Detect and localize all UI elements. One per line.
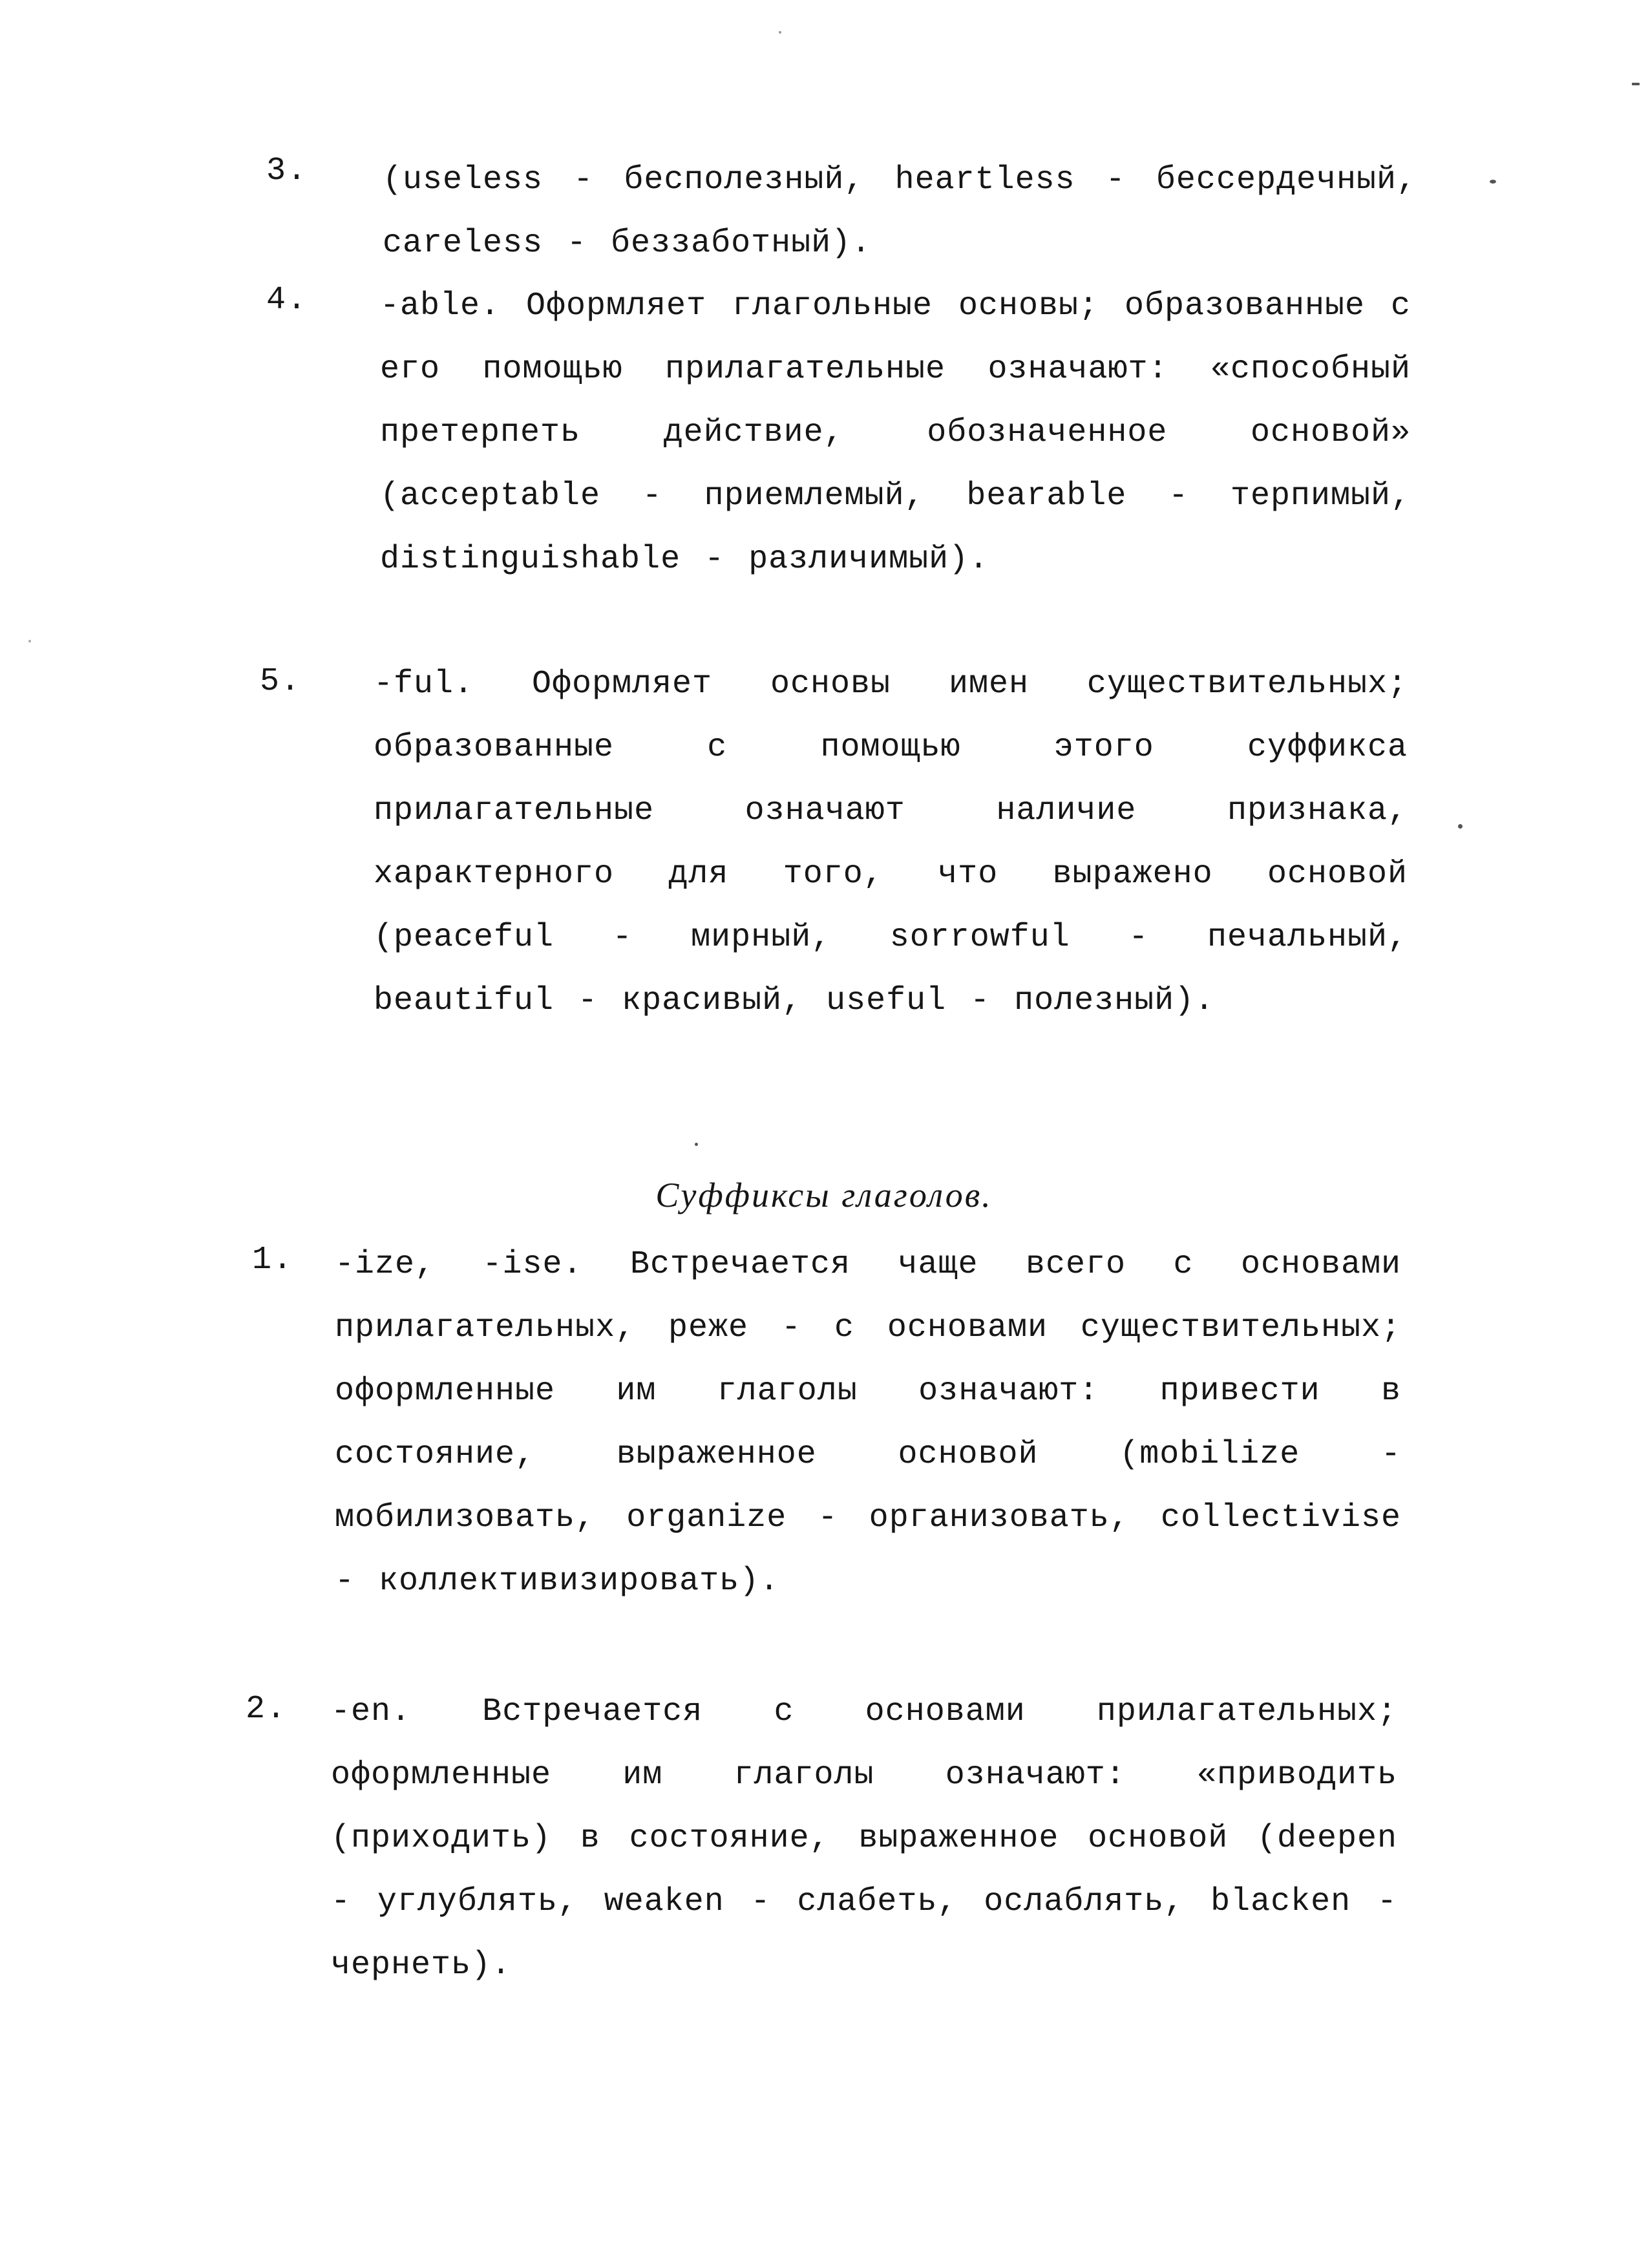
list-item-number: 1. bbox=[252, 1242, 294, 1278]
list-item-number: 4. bbox=[266, 282, 308, 319]
list-item-text: (useless - бесполезный, heartless - бессердечный, careless - беззаботный). bbox=[383, 162, 1417, 262]
list-item-text: -able. Оформляет глагольные основы; образованные с его помощью прилагательные означают: «способный претерпеть действие, обозначенное основой» (acceptable - приемлемый, bearable - терпимый, distinguishable - различимый). bbox=[380, 288, 1411, 578]
list-item-number: 5. bbox=[260, 663, 302, 700]
list-item-number: 3. bbox=[266, 153, 308, 189]
scan-speck bbox=[695, 1143, 698, 1146]
section-heading: Суффиксы глаголов. bbox=[655, 1176, 993, 1214]
list-item-text: -ful. Оформляет основы имен существительных; образованные с помощью этого суффикса прилагательные означают наличие признака, характерного для того, что выражено основой (peaceful - мирный, sorrowful - печальный, beautiful - красивый, useful - полезный). bbox=[374, 666, 1408, 1019]
scan-speck bbox=[1458, 824, 1463, 829]
scan-speck bbox=[1490, 180, 1496, 184]
list-item-text: -ize, -ise. Встречается чаще всего с основами прилагательных, реже - с основами существительных; оформленные им глаголы означают: привести в состояние, выраженное основой (mobilize - мобилизовать, organize - организовать, collectivise - коллективизировать). bbox=[335, 1246, 1401, 1600]
scan-speck bbox=[28, 640, 31, 642]
list-item-number: 2. bbox=[246, 1691, 288, 1728]
scan-speck bbox=[779, 31, 781, 34]
list-item-text: -en. Встречается с основами прилагательных; оформленные им глаголы означают: «приводить (приходить) в состояние, выраженное основой (deepen - углублять, weaken - слабеть, ослаблять, blacken - чернеть). bbox=[331, 1693, 1397, 1984]
scan-speck bbox=[1632, 83, 1640, 85]
